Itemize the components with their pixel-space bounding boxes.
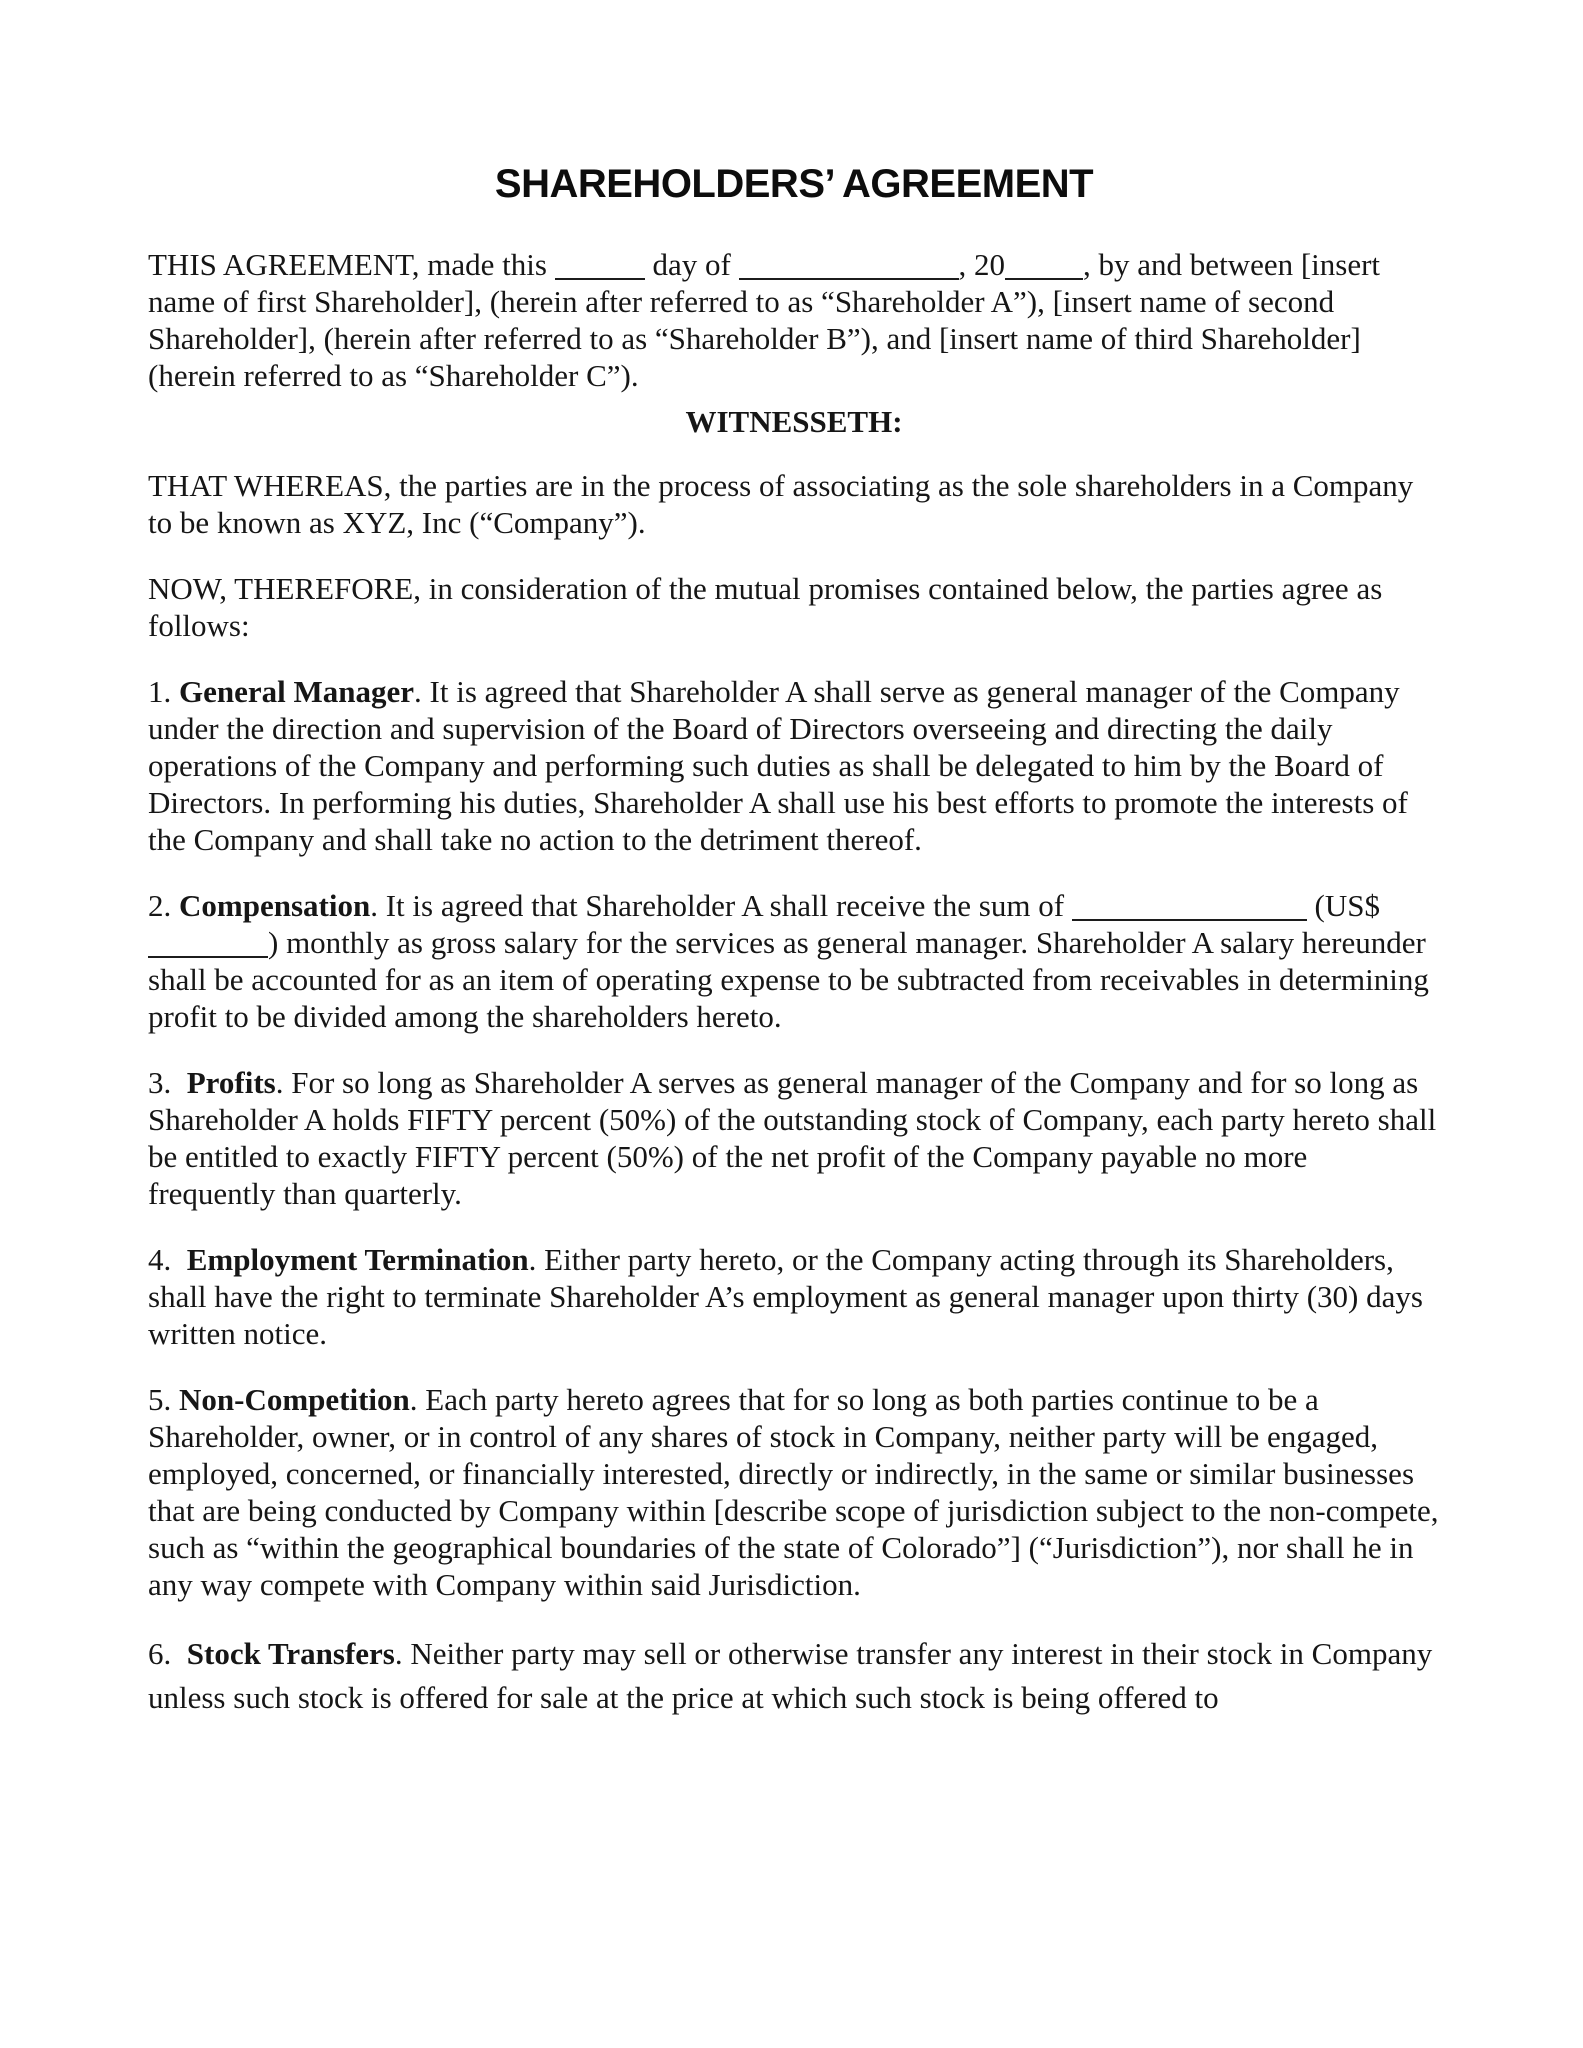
bold-text-run: General Manager (179, 674, 415, 709)
text-run: , 20 (958, 247, 1006, 282)
bold-text-run: Stock Transfers (186, 1636, 395, 1671)
text-run: . Each party hereto agrees that for so long as both parties continue to be a Shareholder, owner, or in control of any shares of stock in Company, neither party will be engaged, employed, concerned, or financially interested, directly or indirectly, in the same or similar businesses that are being conducted by Company within [describe scope of jurisdiction subject to the non-compete, such as “within the geographical boundaries of the state of Colorado”] (“Jurisdiction”), nor shall he in any way compete with Company within said Jurisdiction. (148, 1382, 1447, 1602)
text-run: THAT WHEREAS, the parties are in the process of associating as the sole shareholders in a Company to be known as XYZ, Inc (“Company”). (148, 468, 1421, 540)
clause-3-profits (148, 1064, 1444, 1212)
clause-1-general-manager (148, 673, 1440, 858)
document-title: SHAREHOLDERS’ AGREEMENT (494, 162, 1094, 206)
text-run: ) monthly as gross salary for the services as general manager. Shareholder A salary hereunder shall be accounted for as an item of operating expense to be subtracted from receivables in determining profit to be divided among the shareholders hereto. (148, 925, 1437, 1034)
text-run: . For so long as Shareholder A serves as general manager of the Company and for so long as Shareholder A holds FIFTY percent (50%) of the outstanding stock of Company, each party hereto shall be entitled to exactly FIFTY percent (50%) of the net profit of the Company payable no more frequently than quarterly. (148, 1065, 1444, 1211)
intro-paragraph (148, 246, 1440, 394)
blank-line (1005, 278, 1083, 280)
text-run: . Neither party may sell or otherwise transfer any interest in their stock in Company unless such stock is offered for sale at the price at which such stock is being offered to (148, 1636, 1440, 1715)
blank-line (1072, 919, 1307, 921)
text-run: day of (644, 247, 739, 282)
text-run: , by and between [insert name of first Shareholder], (herein after referred to as “Shareholder A”), [insert name of second Shareholder], (herein after referred to as “Shareholder B”), and [insert name of third Shareholder] (herein referred to as “Shareholder C”). (148, 247, 1388, 393)
text-run: . It is agreed that Shareholder A shall receive the sum of (370, 888, 1072, 923)
blank-line (148, 956, 268, 958)
text-run: 1. (148, 674, 179, 709)
text-run: 3. (148, 1065, 187, 1100)
now-therefore-paragraph (148, 570, 1440, 644)
bold-text-run: Employment Termination (186, 1242, 529, 1277)
text-run: 6. (148, 1636, 187, 1671)
text-run: 4. (148, 1242, 187, 1277)
clause-4-employment-termination (148, 1241, 1440, 1352)
document-body (148, 160, 1447, 1720)
blank-line (555, 278, 645, 280)
text-run: 5. (148, 1382, 179, 1417)
text-run: . It is agreed that Shareholder A shall serve as general manager of the Company under the direction and supervision of the Board of Directors overseeing and directing the daily operations of the Company and performing such duties as shall be delegated to him by the Board of Directors. In performing his duties, Shareholder A shall use his best efforts to promote the interests of the Company and shall take no action to the detriment thereof. (148, 674, 1416, 857)
text-run: . Either party hereto, or the Company acting through its Shareholders, shall have the right to terminate Shareholder A’s employment as general manager upon thirty (30) days written notice. (148, 1242, 1431, 1351)
text-run: 2. (148, 888, 179, 923)
paragraphs-container (148, 246, 1447, 1720)
clause-2-compensation (148, 887, 1440, 1035)
bold-text-run: Profits (186, 1065, 276, 1100)
bold-text-run: Compensation (179, 888, 371, 923)
bold-text-run: WITNESSETH: (685, 404, 903, 439)
clause-6-stock-transfers (148, 1632, 1440, 1720)
whereas-paragraph (148, 467, 1440, 541)
text-run: NOW, THEREFORE, in consideration of the mutual promises contained below, the parties agree as follows: (148, 571, 1391, 643)
bold-text-run: Non-Competition (179, 1382, 410, 1417)
witnesseth-heading (148, 403, 1440, 440)
clause-5-non-competition (148, 1381, 1447, 1603)
blank-line (739, 278, 959, 280)
text-run: THIS AGREEMENT, made this (148, 247, 555, 282)
text-run: (US$ (1306, 888, 1380, 923)
